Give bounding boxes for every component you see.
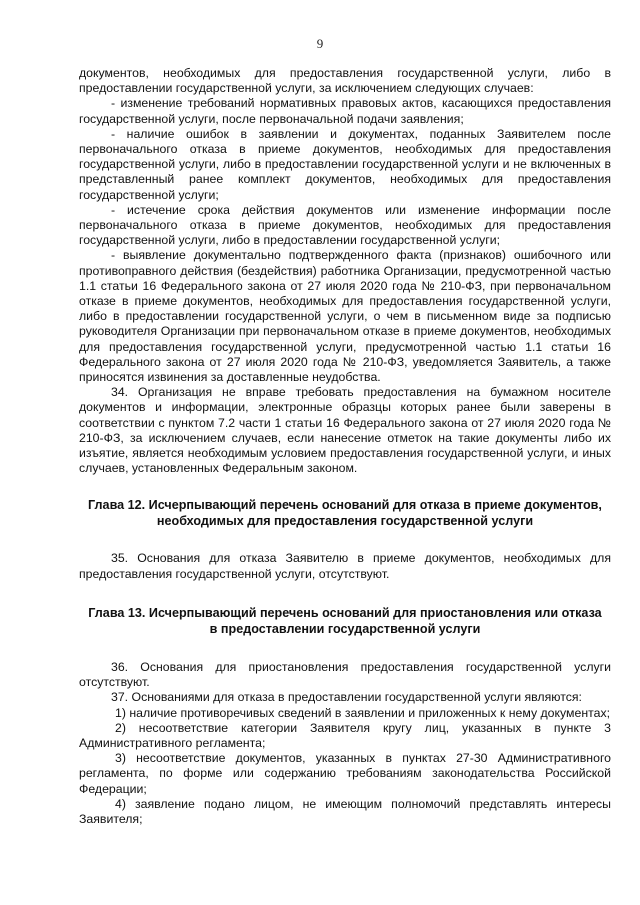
list-item-1: 1) наличие противоречивых сведений в заявлении и приложенных к нему документах; (115, 705, 611, 720)
list-item-3: 3) несоответствие документов, указанных в пунктах 27-30 Административного регламента, по форме или содержанию требованиям законодательства Российской Федерации; (79, 751, 611, 796)
chapter-12-heading-line2: необходимых для предоставления государственной услуги (156, 514, 534, 529)
paragraph-37: 37. Основаниями для отказа в предоставлении государственной услуги являются: (111, 690, 582, 705)
chapter-12-heading (79, 497, 611, 529)
list-item-legal-change: - изменение требований нормативных правовых актов, касающихся предоставления государственной услуги, после первоначальной подачи заявления; (79, 96, 611, 126)
paragraph-35: 35. Основания для отказа Заявителю в приеме документов, необходимых для предоставления государственной услуги, отсутствуют. (79, 551, 611, 581)
list-item-errors: - наличие ошибок в заявлении и документах, поданных Заявителем после первоначального отказа в приеме документов, необходимых для предоставления государственной услуги, либо в предоставлении государственной услуги и не включенных в представленный ранее комплект документов, необходимых для предоставления государственной услуги; (79, 126, 611, 202)
paragraph-continuation: документов, необходимых для предоставления государственной услуги, либо в предоставлении государственной услуги, за исключением следующих случаев: (79, 66, 611, 96)
chapter-13-heading-line1: Глава 13. Исчерпывающий перечень оснований для приостановления или отказа (88, 605, 602, 620)
chapter-12-heading-line1: Глава 12. Исчерпывающий перечень оснований для отказа в приеме документов, (88, 498, 602, 513)
document-body (79, 66, 611, 827)
paragraph-36: 36. Основания для приостановления предоставления государственной услуги отсутствуют. (79, 659, 611, 690)
list-item-expiry: - истечение срока действия документов или изменение информации после первоначального отказа в приеме документов, необходимых для предоставления государственной услуги, либо в предоставлении государственной услуги; (79, 202, 611, 248)
list-item-wrongful-action: - выявление документально подтвержденного факта (признаков) ошибочного или противоправного действия (бездействия) работника Организации, предусмотренной частью 1.1 статьи 16 Федерального закона от 27 июля 2020 года № 210-ФЗ, при первоначальном отказе в приеме документов, необходимых для предоставления государственной услуги, либо в предоставлении государственной услуги, о чем в письменном виде за подписью руководителя Организации при первоначальном отказе в приеме документов, необходимых для предоставления государственной услуги, предусмотренной частью 1.1 статьи 16 Федерального закона от 27 июля 2020 года № 210-ФЗ, уведомляется Заявитель, а также приносятся извинения за доставленные неудобства. (79, 248, 611, 385)
list-item-4: 4) заявление подано лицом, не имеющим полномочий представлять интересы Заявителя; (79, 796, 611, 826)
list-item-2: 2) несоответствие категории Заявителя кругу лиц, указанных в пункте 3 Административного регламента; (79, 720, 611, 750)
page-number: 9 (316, 36, 324, 51)
chapter-13-heading (79, 605, 611, 637)
chapter-13-heading-line2: в предоставлении государственной услуги (209, 621, 481, 636)
paragraph-34: 34. Организация не вправе требовать предоставления на бумажном носителе документов и информации, электронные образцы которых ранее были заверены в соответствии с пунктом 7.2 части 1 статьи 16 Федерального закона от 27 июля 2020 года № 210-ФЗ, за исключением случаев, если нанесение отметок на такие документы либо их изъятие, является необходимым условием предоставления государственной услуги, и иных случаев, установленных Федеральным законом. (79, 385, 611, 476)
